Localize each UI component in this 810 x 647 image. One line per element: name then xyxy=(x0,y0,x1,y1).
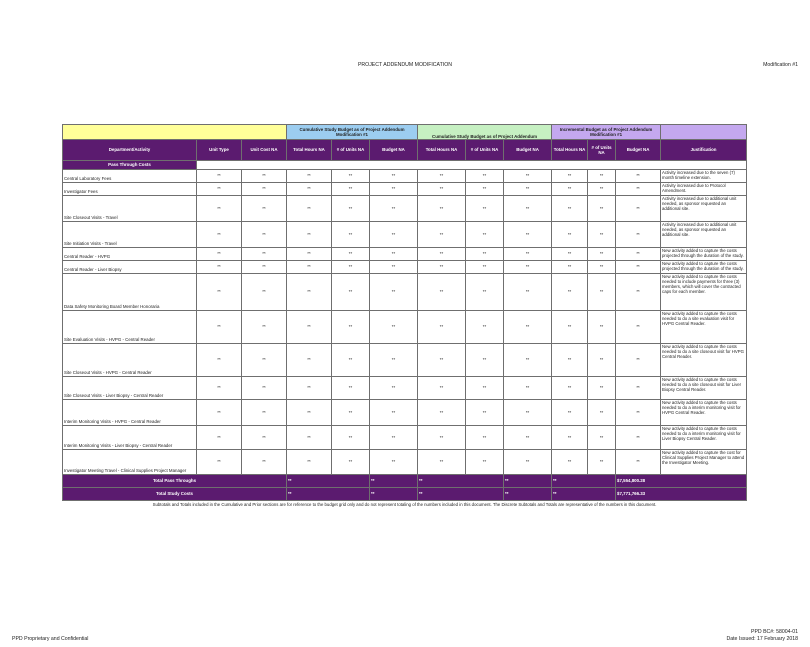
band-incremental: Incremental Budget as of Project Addendum Modification #1 xyxy=(552,125,661,140)
row-value: ** xyxy=(332,222,370,248)
row-value: ** xyxy=(197,450,242,475)
footer-date-issued: Date Issued: 17 February 2018 xyxy=(726,636,798,643)
total-label: Total Pass Throughs xyxy=(63,475,287,488)
col-unit-type: Unit Type xyxy=(197,140,242,161)
row-value: ** xyxy=(504,183,552,196)
row-value: ** xyxy=(332,261,370,274)
row-value: ** xyxy=(287,377,332,400)
table-row xyxy=(63,261,747,274)
row-value: ** xyxy=(466,222,504,248)
total-row xyxy=(63,475,747,488)
row-value: ** xyxy=(616,377,661,400)
col-i-budget: Budget NA xyxy=(616,140,661,161)
section-row xyxy=(63,161,747,170)
section-filler xyxy=(197,161,747,170)
row-value: ** xyxy=(370,274,418,311)
modification-label: Modification #1 xyxy=(763,62,798,68)
band-yellow xyxy=(63,125,287,140)
row-value: ** xyxy=(287,400,332,426)
row-value: ** xyxy=(504,450,552,475)
row-value: ** xyxy=(588,183,616,196)
footer-confidential: PPD Proprietary and Confidential xyxy=(12,636,89,642)
row-justification: New activity added to capture the costs needed to do a interim monitoring visit for Liver Biopsy Central Reader. xyxy=(661,426,747,450)
row-value: ** xyxy=(332,450,370,475)
row-value: ** xyxy=(370,426,418,450)
row-value: ** xyxy=(287,196,332,222)
table-row xyxy=(63,170,747,183)
rows-body xyxy=(63,170,747,475)
row-value: ** xyxy=(588,170,616,183)
row-value: ** xyxy=(616,222,661,248)
row-justification: Activity increased due to the seven (7) month timeline extension. xyxy=(661,170,747,183)
row-value: ** xyxy=(332,248,370,261)
row-value: ** xyxy=(588,261,616,274)
row-value: ** xyxy=(552,450,588,475)
row-value: ** xyxy=(616,274,661,311)
row-justification: New activity added to capture the costs projected through the duration of the study. xyxy=(661,261,747,274)
row-value: ** xyxy=(616,344,661,377)
total-i-budget: $7,771,766.33 xyxy=(616,488,747,501)
row-label: Site Evaluation Visits - HVPG - Central Reader xyxy=(63,311,197,344)
row-value: ** xyxy=(588,274,616,311)
row-justification: New activity added to capture the costs needed to do a interim monitoring visit for HVPG Central Reader. xyxy=(661,400,747,426)
row-value: ** xyxy=(552,400,588,426)
total-i-hours: ** xyxy=(552,488,616,501)
row-value: ** xyxy=(287,311,332,344)
row-value: ** xyxy=(588,400,616,426)
row-value: ** xyxy=(616,170,661,183)
col-c1-budget: Budget NA xyxy=(370,140,418,161)
total-c1-budget: ** xyxy=(370,475,418,488)
row-label: Investigator Meeting Travel - Clinical Supplies Project Manager xyxy=(63,450,197,475)
row-value: ** xyxy=(466,183,504,196)
row-value: ** xyxy=(504,344,552,377)
total-c1-hours: ** xyxy=(287,475,370,488)
col-justification: Justification xyxy=(661,140,747,161)
row-value: ** xyxy=(332,344,370,377)
column-header-row xyxy=(63,140,747,161)
total-row xyxy=(63,488,747,501)
row-value: ** xyxy=(466,261,504,274)
row-value: ** xyxy=(197,426,242,450)
total-c1-budget: ** xyxy=(370,488,418,501)
budget-table xyxy=(62,124,747,507)
row-value: ** xyxy=(332,426,370,450)
row-value: ** xyxy=(287,248,332,261)
row-justification: Activity increased due to additional unit needed, as sponsor requested an additional site. xyxy=(661,196,747,222)
row-value: ** xyxy=(287,344,332,377)
total-c2-hours: ** xyxy=(418,488,504,501)
row-justification: Activity increased due to additional unit needed, as sponsor requested an additional site. xyxy=(661,222,747,248)
row-value: ** xyxy=(552,183,588,196)
row-value: ** xyxy=(242,311,287,344)
row-value: ** xyxy=(242,261,287,274)
row-value: ** xyxy=(418,261,466,274)
row-value: ** xyxy=(370,450,418,475)
row-value: ** xyxy=(242,344,287,377)
row-value: ** xyxy=(588,311,616,344)
col-c1-units: # of Units NA xyxy=(332,140,370,161)
row-justification: New activity added to capture the costs needed to do a site closeout visit for Liver Biopsy Central Reader. xyxy=(661,377,747,400)
row-justification: New activity added to capture the costs needed to include payments for three (3) members, which will cover the contracted caps for each member. xyxy=(661,274,747,311)
row-value: ** xyxy=(466,344,504,377)
row-justification: New activity added to capture the costs needed to do a site evaluation visit for HVPG Central Reader. xyxy=(661,311,747,344)
row-value: ** xyxy=(504,196,552,222)
footer-doc-info xyxy=(726,629,798,644)
row-value: ** xyxy=(242,450,287,475)
row-value: ** xyxy=(616,450,661,475)
total-c2-budget: ** xyxy=(504,475,552,488)
row-value: ** xyxy=(370,248,418,261)
row-value: ** xyxy=(504,274,552,311)
row-value: ** xyxy=(552,196,588,222)
row-value: ** xyxy=(418,426,466,450)
row-value: ** xyxy=(197,222,242,248)
table-row xyxy=(63,400,747,426)
row-value: ** xyxy=(418,311,466,344)
row-value: ** xyxy=(370,183,418,196)
band-justification xyxy=(661,125,747,140)
total-c2-budget: ** xyxy=(504,488,552,501)
col-unit-cost: Unit Cost NA xyxy=(242,140,287,161)
row-value: ** xyxy=(197,261,242,274)
row-value: ** xyxy=(588,222,616,248)
row-value: ** xyxy=(242,183,287,196)
col-c2-budget: Budget NA xyxy=(504,140,552,161)
row-value: ** xyxy=(504,261,552,274)
row-value: ** xyxy=(418,274,466,311)
total-c2-hours: ** xyxy=(418,475,504,488)
row-value: ** xyxy=(466,400,504,426)
row-value: ** xyxy=(418,400,466,426)
row-value: ** xyxy=(242,377,287,400)
table-row xyxy=(63,222,747,248)
col-i-hours: Total Hours NA xyxy=(552,140,588,161)
row-value: ** xyxy=(242,400,287,426)
table-row xyxy=(63,377,747,400)
row-value: ** xyxy=(466,248,504,261)
row-value: ** xyxy=(552,311,588,344)
row-value: ** xyxy=(242,248,287,261)
row-label: Interim Monitoring Visits - HVPG - Central Reader xyxy=(63,400,197,426)
row-value: ** xyxy=(466,377,504,400)
row-value: ** xyxy=(504,222,552,248)
row-value: ** xyxy=(287,261,332,274)
table-row xyxy=(63,196,747,222)
row-value: ** xyxy=(287,170,332,183)
row-label: Site Closeout Visits - Travel xyxy=(63,196,197,222)
row-value: ** xyxy=(418,196,466,222)
row-value: ** xyxy=(418,248,466,261)
row-value: ** xyxy=(370,222,418,248)
row-value: ** xyxy=(466,274,504,311)
row-value: ** xyxy=(242,222,287,248)
row-label: Site Closeout Visits - Liver Biopsy - Central Reader xyxy=(63,377,197,400)
row-label: Site Initiation Visits - Travel xyxy=(63,222,197,248)
row-justification: New activity added to capture the cost for Clinical Supplies Project Manager to attend the Investigator Meeting. xyxy=(661,450,747,475)
row-value: ** xyxy=(552,261,588,274)
row-value: ** xyxy=(504,311,552,344)
row-justification: New activity added to capture the costs needed to do a site closeout visit for HVPG Central Reader. xyxy=(661,344,747,377)
row-value: ** xyxy=(332,170,370,183)
row-label: Central Laboratory Fees xyxy=(63,170,197,183)
row-value: ** xyxy=(370,196,418,222)
row-label: Interim Monitoring Visits - Liver Biopsy - Central Reader xyxy=(63,426,197,450)
row-value: ** xyxy=(370,311,418,344)
row-value: ** xyxy=(504,426,552,450)
row-value: ** xyxy=(370,261,418,274)
row-value: ** xyxy=(197,248,242,261)
row-value: ** xyxy=(616,400,661,426)
table-row xyxy=(63,426,747,450)
row-value: ** xyxy=(616,426,661,450)
row-value: ** xyxy=(197,377,242,400)
row-value: ** xyxy=(332,377,370,400)
row-value: ** xyxy=(197,170,242,183)
row-value: ** xyxy=(588,248,616,261)
row-value: ** xyxy=(332,311,370,344)
row-value: ** xyxy=(332,400,370,426)
col-c2-units: # of Units NA xyxy=(466,140,504,161)
row-value: ** xyxy=(332,196,370,222)
row-value: ** xyxy=(370,400,418,426)
total-i-hours: ** xyxy=(552,475,616,488)
row-value: ** xyxy=(552,344,588,377)
row-value: ** xyxy=(466,450,504,475)
row-value: ** xyxy=(418,450,466,475)
row-value: ** xyxy=(552,426,588,450)
row-label: Central Reader - Liver Biopsy xyxy=(63,261,197,274)
row-label: Data Safety Monitoring Board Member Honoraria xyxy=(63,274,197,311)
table-row xyxy=(63,450,747,475)
row-justification: Activity increased due to Protocol Amendment. xyxy=(661,183,747,196)
row-value: ** xyxy=(588,344,616,377)
document-title: PROJECT ADDENDUM MODIFICATION xyxy=(357,62,453,68)
footnote: Subtotals and Totals included in the Cumulative and Prior sections are for reference to the budget grid only and do not represent totaling of the numbers included in this document. The Discrete Subtotals and Totals are representative of the numbers in this document. xyxy=(152,502,657,507)
row-value: ** xyxy=(332,183,370,196)
total-c1-hours: ** xyxy=(287,488,370,501)
row-label: Site Closeout Visits - HVPG - Central Reader xyxy=(63,344,197,377)
row-value: ** xyxy=(588,377,616,400)
col-c1-hours: Total Hours NA xyxy=(287,140,332,161)
row-value: ** xyxy=(552,222,588,248)
band-cumulative-1: Cumulative Study Budget as of Project Addendum Modification #1 xyxy=(287,125,418,140)
col-i-units: # of Units NA xyxy=(588,140,616,161)
row-value: ** xyxy=(370,377,418,400)
row-value: ** xyxy=(588,426,616,450)
row-value: ** xyxy=(197,274,242,311)
row-value: ** xyxy=(418,344,466,377)
row-value: ** xyxy=(552,377,588,400)
row-value: ** xyxy=(588,196,616,222)
row-value: ** xyxy=(466,196,504,222)
row-value: ** xyxy=(197,344,242,377)
row-value: ** xyxy=(552,274,588,311)
row-value: ** xyxy=(332,274,370,311)
row-value: ** xyxy=(466,170,504,183)
table-row xyxy=(63,311,747,344)
row-value: ** xyxy=(504,170,552,183)
row-value: ** xyxy=(418,170,466,183)
row-label: Central Reader - HVPG xyxy=(63,248,197,261)
section-title: Pass Through Costs xyxy=(63,161,197,170)
row-value: ** xyxy=(242,274,287,311)
row-value: ** xyxy=(552,170,588,183)
row-value: ** xyxy=(466,426,504,450)
total-label: Total Study Costs xyxy=(63,488,287,501)
row-value: ** xyxy=(197,183,242,196)
row-value: ** xyxy=(616,311,661,344)
table-row xyxy=(63,274,747,311)
row-value: ** xyxy=(418,222,466,248)
row-value: ** xyxy=(552,248,588,261)
row-value: ** xyxy=(370,170,418,183)
row-value: ** xyxy=(287,274,332,311)
row-value: ** xyxy=(197,311,242,344)
row-value: ** xyxy=(616,261,661,274)
row-value: ** xyxy=(466,311,504,344)
row-value: ** xyxy=(242,426,287,450)
row-value: ** xyxy=(242,196,287,222)
row-value: ** xyxy=(287,183,332,196)
row-value: ** xyxy=(197,196,242,222)
total-i-budget: $7,554,800.28 xyxy=(616,475,747,488)
row-label: Investigator Fees xyxy=(63,183,197,196)
row-value: ** xyxy=(370,344,418,377)
row-justification: New activity added to capture the costs projected through the duration of the study. xyxy=(661,248,747,261)
band-row xyxy=(63,125,747,140)
row-value: ** xyxy=(504,248,552,261)
table-row xyxy=(63,183,747,196)
row-value: ** xyxy=(287,450,332,475)
table-row xyxy=(63,248,747,261)
band-cumulative-2: Cumulative Study Budget as of Project Addendum xyxy=(418,125,552,140)
row-value: ** xyxy=(616,183,661,196)
row-value: ** xyxy=(197,400,242,426)
row-value: ** xyxy=(418,377,466,400)
row-value: ** xyxy=(418,183,466,196)
footer-bc-number: PPD BC#: 58004-01 xyxy=(750,629,798,635)
totals-body xyxy=(63,475,747,501)
footnote-row xyxy=(63,501,747,508)
col-c2-hours: Total Hours NA xyxy=(418,140,466,161)
row-value: ** xyxy=(504,377,552,400)
col-dept: Department/Activity xyxy=(63,140,197,161)
row-value: ** xyxy=(287,222,332,248)
row-value: ** xyxy=(616,248,661,261)
row-value: ** xyxy=(504,400,552,426)
row-value: ** xyxy=(242,170,287,183)
row-value: ** xyxy=(616,196,661,222)
row-value: ** xyxy=(588,450,616,475)
row-value: ** xyxy=(287,426,332,450)
table-row xyxy=(63,344,747,377)
